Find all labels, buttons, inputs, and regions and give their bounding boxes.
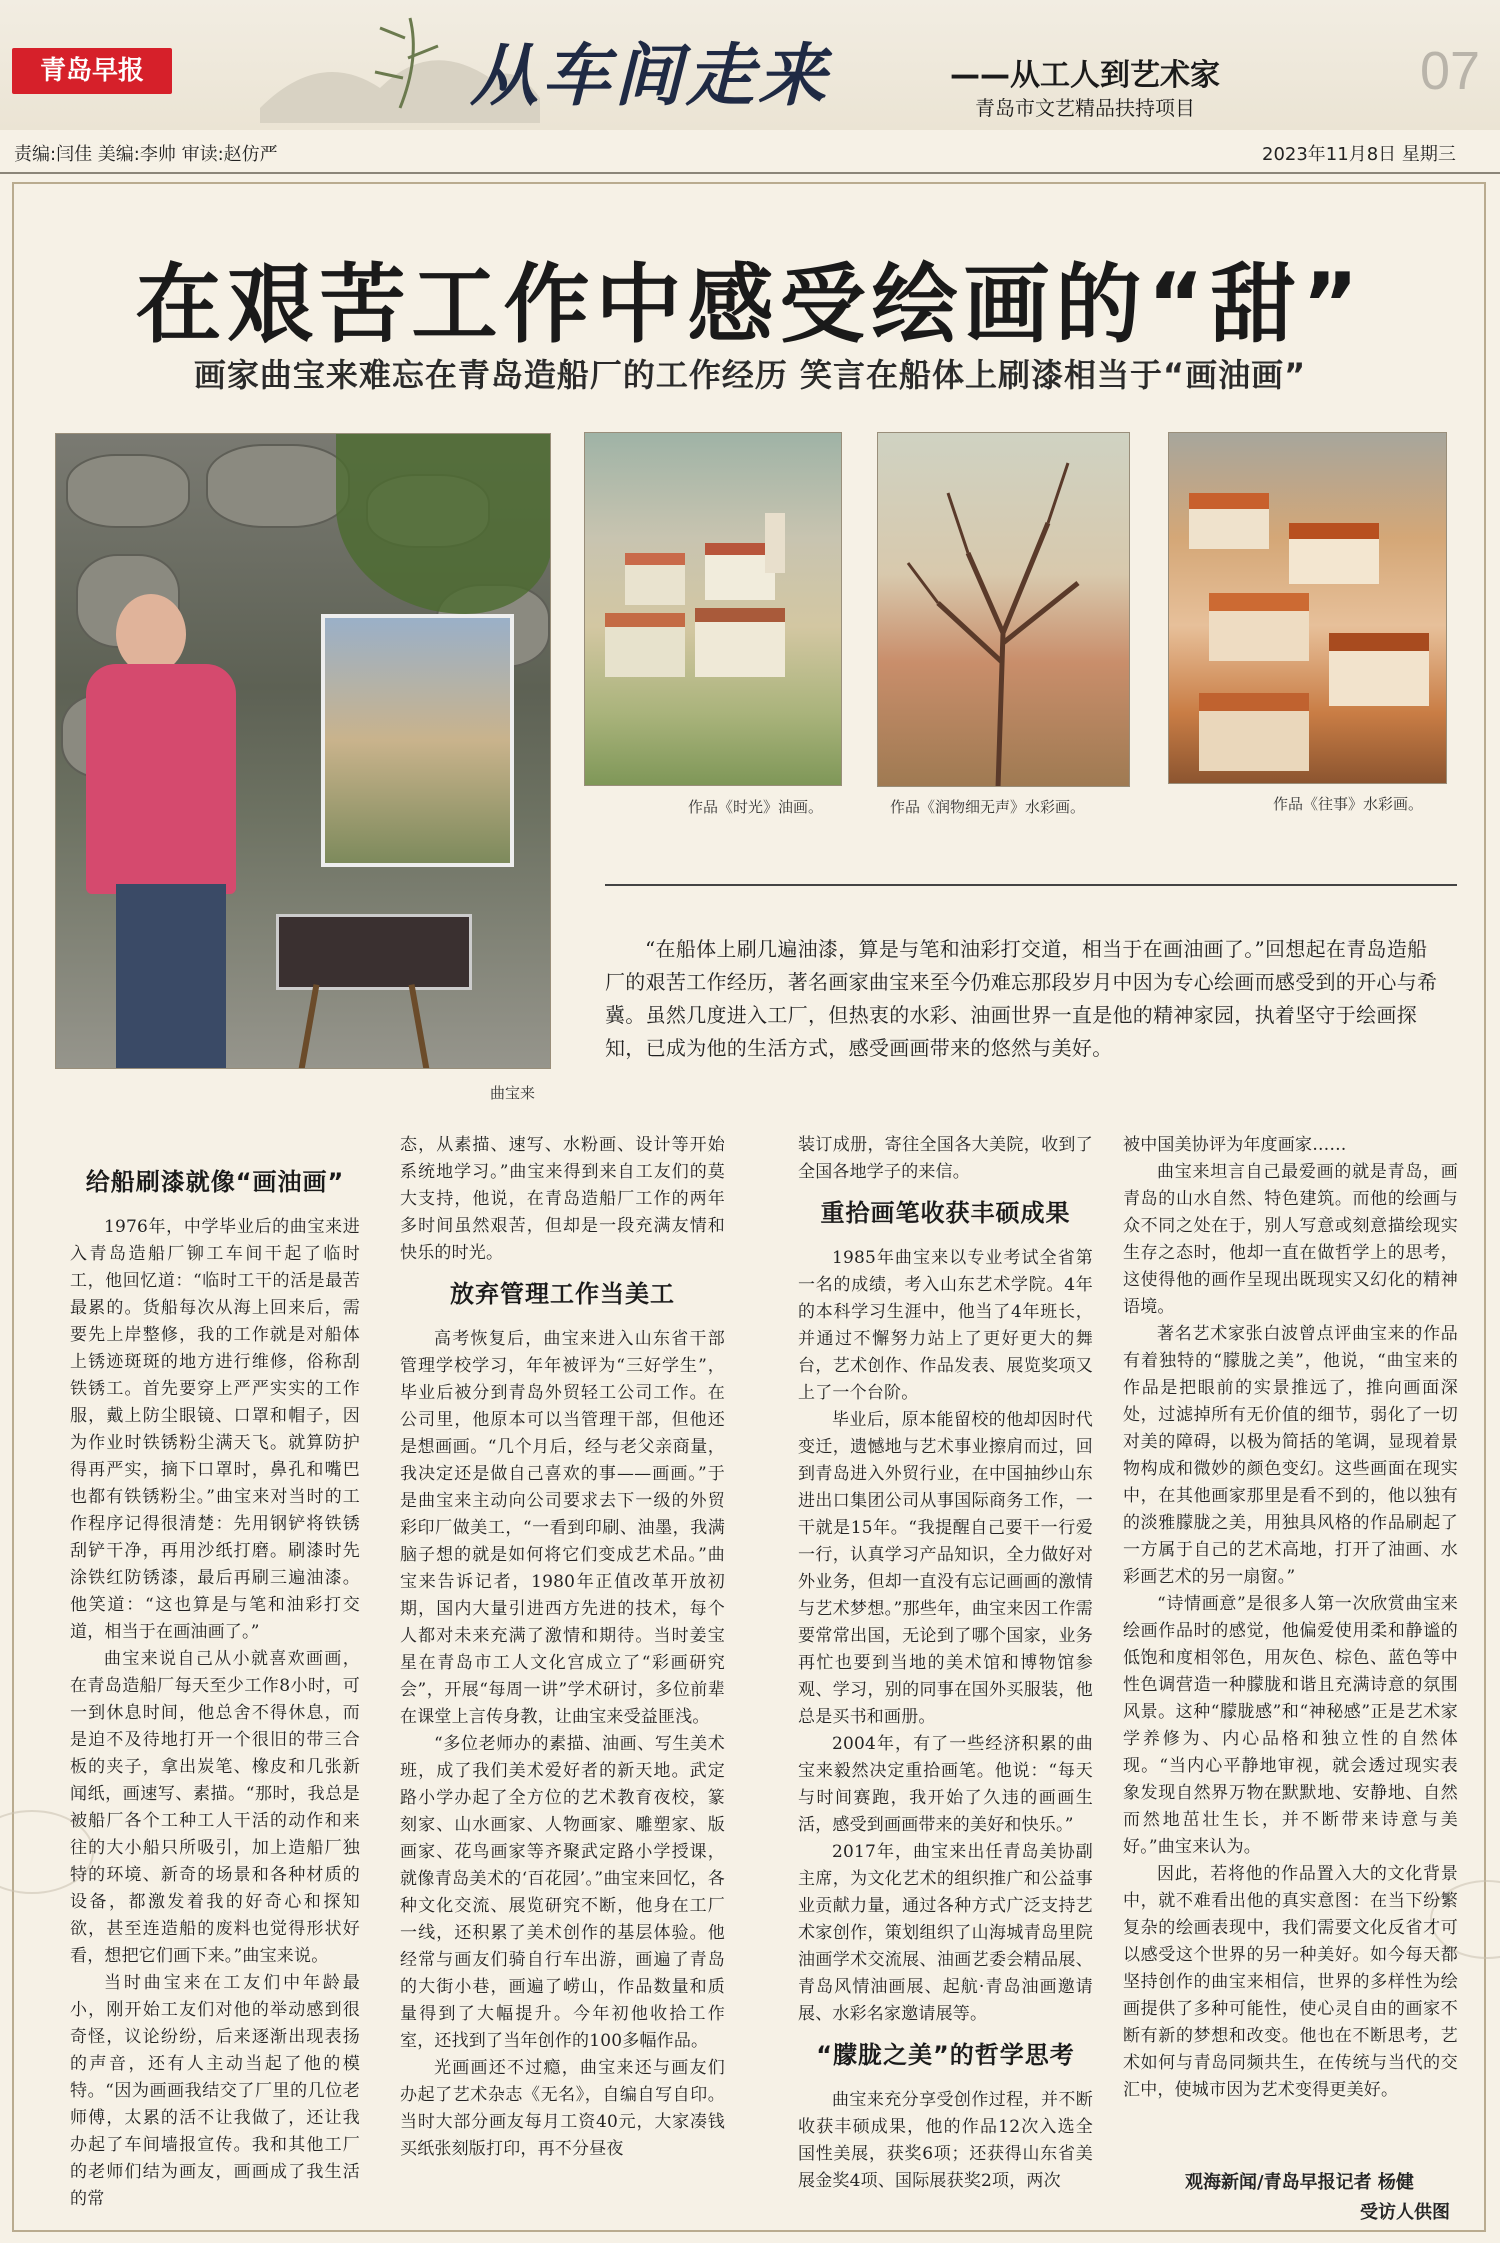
artist-painting-photo: [55, 433, 551, 1069]
caption-artist: 曲宝来: [490, 1084, 536, 1102]
paragraph: 因此，若将他的作品置入大的文化背景中，就不难看出他的真实意图：在当下纷繁复杂的绘画表现中，我们需要文化反省才可以感受这个世界的另一种美好。如今每天都坚持创作的曲宝来相信，世界的多样性为绘画提供了多种可能性，使心灵自由的画家不断有新的梦想和改变。他也在不断思考，艺术如何与青岛同频共生，在传统与当代的交汇中，使城市因为艺术变得更美好。: [1123, 1864, 1458, 2100]
paragraph: 曲宝来说自己从小就喜欢画画，在青岛造船厂每天至少工作8小时，可一到休息时间，他总舍不得休息，而是迫不及待地打开一个很旧的带三合板的夹子，拿出炭笔、橡皮和几张新闻纸，画速写、素描。“那时，我总是被船厂各个工种工人干活的动作和来往的大小船只所吸引，加上造船厂独特的环境、新奇的场景和各种材质的设备，都激发着我的好奇心和探知欲，甚至连造船的废料也觉得形状好看，想把它们画下来。”曲宝来说。: [70, 1649, 360, 1966]
painting-wangshi: [1168, 432, 1447, 784]
canvas-on-easel: [321, 614, 514, 867]
paragraph: “多位老师办的素描、油画、写生美术班，成了我们美术爱好者的新天地。武定路小学办起了全方位的艺术教育夜校，篆刻家、山水画家、人物画家、雕塑家、版画家、花鸟画家等齐聚武定路小学授课，就像青岛美术的‘百花园’。”曲宝来回忆，各种文化交流、展览研究不断，他身在工厂一线，还积累了美术创作的基层体验。他经常与画友们骑自行车出游，画遍了青岛的大街小巷，画遍了崂山，作品数量和质量得到了大幅提升。今年初他收拾工作室，还找到了当年创作的100多幅作品。: [400, 1734, 725, 2051]
photo-credit: 受访人供图: [1360, 2202, 1450, 2223]
paragraph: 毕业后，原本能留校的他却因时代变迁，遗憾地与艺术事业擦肩而过，回到青岛进入外贸行业，在中国抽纱山东进出口集团公司从事国际商务工作，一干就是15年。“我提醒自己要干一行爱一行，认真学习产品知识，全力做好对外业务，但却一直没有忘记画画的激情与艺术梦想。”那些年，曲宝来因工作需要常常出国，无论到了哪个国家，业务再忙也要到当地的美术馆和博物馆参观、学习，别的同事在国外买服装，他总是买书和画册。: [798, 1410, 1093, 1727]
paragraph: 2017年，曲宝来出任青岛美协副主席，为文化艺术的组织推广和公益事业贡献力量，通过各种方式广泛支持艺术家创作，策划组织了山海城青岛里院油画学术交流展、油画艺委会精品展、青岛风情油画展、起航·青岛油画邀请展、水彩名家邀请展等。: [798, 1842, 1093, 2024]
paragraph-continued: 态，从素描、速写、水粉画、设计等开始系统地学习。”曲宝来得到来自工友们的莫大支持，他说，在青岛造船厂工作的两年多时间虽然艰苦，但却是一段充满友情和快乐的时光。: [400, 1135, 725, 1263]
series-subtitle: ——从工人到艺术家: [950, 58, 1220, 93]
paragraph: 1985年曲宝来以专业考试全省第一名的成绩，考入山东艺术学院。4年的本科学习生涯中，他当了4年班长，并通过不懈努力站上了更好更大的舞台，艺术创作、作品发表、展览奖项又上了一个台阶。: [798, 1248, 1093, 1403]
section-heading-3: 重拾画笔收获丰硕成果: [820, 1199, 1071, 1227]
caption-runwu: 作品《润物细无声》水彩画。: [890, 798, 1086, 816]
header-divider: [0, 172, 1500, 174]
artist-pink-shirt: [86, 664, 236, 894]
paragraph-continued: 装订成册，寄往全国各大美院，收到了全国各地学子的来信。: [798, 1135, 1093, 1182]
byline: 观海新闻/青岛早报记者 杨健: [1185, 2172, 1414, 2193]
page-number: 07: [1420, 41, 1481, 101]
headline: 在艰苦工作中感受绘画的“甜”: [135, 255, 1365, 355]
editor-credits: 责编:闫佳 美编:李帅 审读:赵仿严: [14, 144, 278, 165]
caption-wangshi: 作品《往事》水彩画。: [1273, 795, 1424, 813]
paragraph: 1976年，中学毕业后的曲宝来进入青岛造船厂铆工车间干起了临时工，他回忆道：“临时工干的活是最苦最累的。货船每次从海上回来后，需要先上岸整修，我的工作就是对船体上锈迹斑斑的地方进行维修，俗称刮铁锈工。首先要穿上严严实实的工作服，戴上防尘眼镜、口罩和帽子，因为作业时铁锈粉尘满天飞。就算防护得再严实，摘下口罩时，鼻孔和嘴巴也都有铁锈粉尘。”曲宝来对当时的工作程序记得很清楚：先用钢铲将铁锈刮铲干净，再用沙纸打磨。刷漆时先涂铁红防锈漆，最后再刷三遍油漆。他笑道：“这也算是与笔和油彩打交道，相当于在画油画了。”: [70, 1217, 360, 1642]
column-4: [1123, 1132, 1458, 2104]
paragraph: 曲宝来坦言自己最爱画的就是青岛，画青岛的山水自然、特色建筑。而他的绘画与众不同之处在于，别人写意或刻意描绘现实生存之态时，他却一直在做哲学上的思考，这使得他的画作呈现出既现实又幻化的精神语境。: [1123, 1162, 1458, 1317]
artist-trousers: [116, 884, 226, 1069]
painting-runwu-xi-wu-sheng: [877, 432, 1130, 787]
section-heading-1: 给船刷漆就像“画油画”: [85, 1168, 345, 1196]
newspaper-logo: 青岛早报: [12, 48, 172, 94]
subheadline: 画家曲宝来难忘在青岛造船厂的工作经历 笑言在船体上刷漆相当于“画油画”: [193, 356, 1307, 394]
paragraph: 当时曲宝来在工友们中年龄最小，刚开始工友们对他的举动感到很奇怪，议论纷纷，后来逐渐出现表扬的声音，还有人主动当起了他的模特。“因为画画我结交了厂里的几位老师傅，太累的活不让我做了，还让我办起了车间墙报宣传。我和其他工厂的老师们结为画友，画画成了我生活的常: [70, 1973, 360, 2209]
section-heading-4: “朦胧之美”的哲学思考: [816, 2041, 1075, 2069]
paragraph-continued: 被中国美协评为年度画家……: [1123, 1135, 1347, 1155]
lead-divider: [605, 884, 1457, 886]
issue-date: 2023年11月8日 星期三: [1262, 144, 1456, 165]
series-title: 从车间走来: [470, 36, 831, 116]
paint-palette: [276, 914, 472, 990]
paragraph: 光画画还不过瘾，曲宝来还与画友们办起了艺术杂志《无名》，自编自写自印。当时大部分画友每月工资40元，大家凑钱买纸张刻版打印，再不分昼夜: [400, 2058, 725, 2159]
painting-shiguang: [584, 432, 842, 786]
column-2: [400, 1132, 725, 2163]
paragraph: “诗情画意”是很多人第一次欣赏曲宝来绘画作品时的感觉，他偏爱使用柔和静谧的低饱和度相邻色，用灰色、棕色、蓝色等中性色调营造一种朦胧和谐且充满诗意的氛围风景。这种“朦胧感”和“神秘感”正是艺术家学养修为、内心品格和独立性的自然体现。“当内心平静地审视，就会透过现实表象发现自然界万物在默默地、安静地、自然而然地茁壮生长，并不断带来诗意与美好。”曲宝来认为。: [1123, 1594, 1458, 1857]
caption-shiguang: 作品《时光》油画。: [688, 798, 824, 816]
column-1: [70, 1155, 360, 2213]
paragraph: 著名艺术家张白波曾点评曲宝来的作品有着独特的“朦胧之美”，他说，“曲宝来的作品是把眼前的实景推远了，推向画面深处，过滤掉所有无价值的细节，弱化了一切对美的障碍，以极为简括的笔调，显现着景物构成和微妙的颜色变幻。这些画面在现实中，在其他画家那里是看不到的，他以独有的淡雅朦胧之美，用独具风格的作品刷起了一方属于自己的艺术高地，打开了油画、水彩画艺术的另一扇窗。”: [1123, 1324, 1458, 1587]
paragraph: 2004年，有了一些经济积累的曲宝来毅然决定重拾画笔。他说：“每天与时间赛跑，我开始了久违的画画生活，感受到画画带来的美好和快乐。”: [798, 1734, 1093, 1835]
section-heading-2: 放弃管理工作当美工: [450, 1280, 675, 1308]
lead-paragraph: “在船体上刷几遍油漆，算是与笔和油彩打交道，相当于在画油画了。”回想起在青岛造船厂的艰苦工作经历，著名画家曲宝来至今仍难忘那段岁月中因为专心绘画而感受到的开心与希冀。虽然几度进入工厂，但热衷的水彩、油画世界一直是他的精神家园，执着坚守于绘画探知，已成为他的生活方式，感受画画带来的悠然与美好。: [605, 937, 1438, 1060]
column-3: [798, 1132, 1093, 2195]
paragraph: 曲宝来充分享受创作过程，并不断收获丰硕成果，他的作品12次入选全国性美展，获奖6项；还获得山东省美展金奖4项、国际展获奖2项，两次: [798, 2090, 1093, 2191]
artist-head: [116, 594, 186, 674]
series-project: 青岛市文艺精品扶持项目: [975, 96, 1195, 120]
paragraph: 高考恢复后，曲宝来进入山东省干部管理学校学习，年年被评为“三好学生”，毕业后被分到青岛外贸轻工公司工作。在公司里，他原本可以当管理干部，但他还是想画画。“几个月后，经与老父亲商量，我决定还是做自己喜欢的事——画画。”于是曲宝来主动向公司要求去下一级的外贸彩印厂做美工，“一看到印刷、油墨，我满脑子想的就是如何将它们变成艺术品。”曲宝来告诉记者，1980年正值改革开放初期，国内大量引进西方先进的技术，每个人都对未来充满了激情和期待。当时姜宝星在青岛市工人文化宫成立了“彩画研究会”，开展“每周一讲”学术研讨，多位前辈在课堂上言传身教，让曲宝来受益匪浅。: [400, 1329, 725, 1727]
